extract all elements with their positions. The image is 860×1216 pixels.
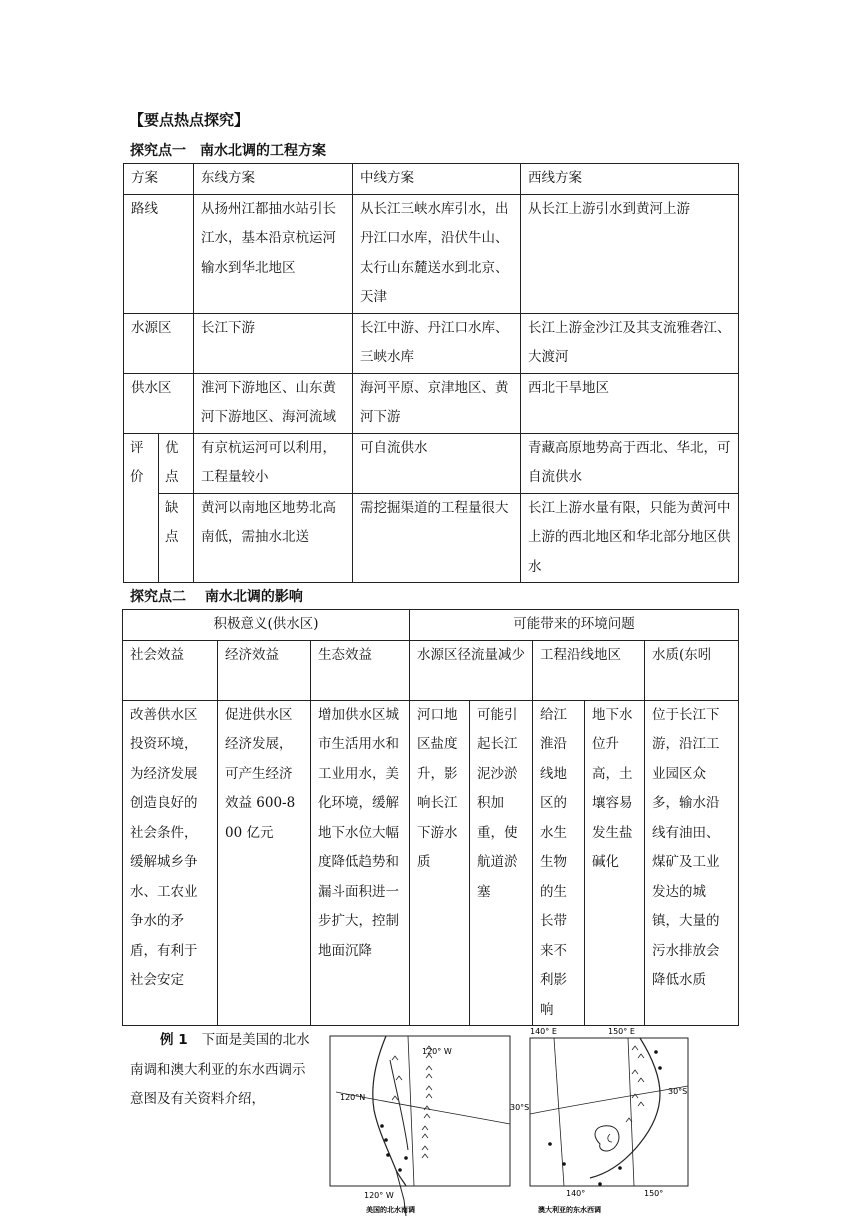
- table-cell: 可能引起长江泥沙淤积加重，使航道淤塞: [470, 700, 533, 1026]
- aus-map-caption: 澳大利亚的东水西调: [538, 1205, 601, 1214]
- table-cell: 需挖掘渠道的工程量很大: [353, 493, 521, 583]
- table-row: [124, 313, 739, 373]
- header-cell: 东线方案: [194, 164, 353, 195]
- subheader-cell: 经济效益: [218, 640, 311, 700]
- table-row: [124, 493, 739, 583]
- subheader-cell: 生态效益: [311, 640, 410, 700]
- table-header-row: [124, 164, 739, 195]
- subheader-cell: 工程沿线地区: [533, 640, 645, 700]
- table-cell: 淮河下游地区、山东黄河下游地区、海河流域: [194, 373, 353, 433]
- group-header-negative: 可能带来的环境问题: [410, 610, 739, 641]
- table-cell: 给江淮沿线地区的水生生物的生长带来不利影响: [533, 700, 585, 1026]
- cons-label: 缺点: [159, 493, 194, 583]
- table-cell: 从扬州江都抽水站引长江水，基本沿京杭运河输水到华北地区: [194, 194, 353, 313]
- usa-lat-label: 120°N: [340, 1093, 366, 1102]
- table-cell: 黄河以南地区地势北高南低，需抽水北送: [194, 493, 353, 583]
- table-cell: 从长江上游引水到黄河上游: [521, 194, 739, 313]
- subheader-cell: 社会效益: [123, 640, 218, 700]
- aus-lat-right-label: 30°S: [668, 1087, 688, 1096]
- aus-lon-left-label: 140° E: [530, 1027, 557, 1036]
- header-cell: 西线方案: [521, 164, 739, 195]
- australia-water-transfer-map: [510, 1024, 694, 1216]
- row-label: 供水区: [124, 373, 194, 433]
- table-cell: 促进供水区经济发展，可产生经济效益 600-800 亿元: [218, 700, 311, 1026]
- aus-lat-left-label: 30°S: [510, 1103, 530, 1112]
- table-cell: 长江上游金沙江及其支流雅砻江、大渡河: [521, 313, 739, 373]
- table-cell: 西北干旱地区: [521, 373, 739, 433]
- table-cell: 增加供水区城市生活用水和工业用水，美化环境，缓解地下水位大幅度降低趋势和漏斗面积进一步扩大，控制地面沉降: [311, 700, 410, 1026]
- table-cell: 长江中游、丹江口水库、三峡水库: [353, 313, 521, 373]
- example-label: 例 1: [160, 1032, 188, 1048]
- header-cell: 方案: [124, 164, 194, 195]
- table-subheader-row: [123, 640, 739, 700]
- impact-table: [122, 609, 739, 1026]
- pros-label: 优点: [159, 433, 194, 493]
- engineering-plan-table: [123, 163, 739, 583]
- usa-lon-top-label: 120° W: [422, 1047, 452, 1056]
- table-cell: 长江下游: [194, 313, 353, 373]
- example-paragraph: [130, 1026, 316, 1115]
- table-header-row: [123, 610, 739, 641]
- usa-map-caption: 美国的北水南调: [366, 1205, 415, 1214]
- table-cell: 位于长江下游，沿江工业园区众多，输水沿线有油田、煤矿及工业发达的城镇，大量的污水排放会降低水质: [645, 700, 739, 1026]
- subheader-cell: 水源区径流量减少: [410, 640, 533, 700]
- page-heading: 【要点热点探究】: [129, 111, 250, 129]
- usa-lon-bottom-label: 120° W: [364, 1191, 394, 1200]
- row-label: 路线: [124, 194, 194, 313]
- row-label: 水源区: [124, 313, 194, 373]
- aus-bottom-left-label: 140°: [566, 1189, 586, 1198]
- table-cell: 可自流供水: [353, 433, 521, 493]
- table-row: [124, 194, 739, 313]
- eval-label: 评价: [124, 433, 159, 583]
- table-cell: 有京杭运河可以利用，工程量较小: [194, 433, 353, 493]
- table-cell: 海河平原、京津地区、黄河下游: [353, 373, 521, 433]
- table-row: [123, 700, 739, 1026]
- usa-water-transfer-map: [326, 1030, 516, 1216]
- table-cell: 青藏高原地势高于西北、华北，可自流供水: [521, 433, 739, 493]
- group-header-positive: 积极意义(供水区): [123, 610, 410, 641]
- table-row: [124, 433, 739, 493]
- header-cell: 中线方案: [353, 164, 521, 195]
- table-cell: 改善供水区投资环境，为经济发展创造良好的社会条件，缓解城乡争水、工农业争水的矛盾，有利于社会安定: [123, 700, 218, 1026]
- aus-lon-right-label: 150° E: [608, 1027, 635, 1036]
- table-cell: 从长江三峡水库引水，出丹江口水库，沿伏牛山、太行山东麓送水到北京、天津: [353, 194, 521, 313]
- table-cell: 河口地区盐度升，影响长江下游水质: [410, 700, 470, 1026]
- table-cell: 地下水位升高，土壤容易发生盐碱化: [585, 700, 645, 1026]
- subheader-cell: 水质(东吲: [645, 640, 739, 700]
- aus-bottom-right-label: 150°: [644, 1189, 664, 1198]
- table-cell: 长江上游水量有限，只能为黄河中上游的西北地区和华北部分地区供水: [521, 493, 739, 583]
- example-text: 下面是美国的北水南调和澳大利亚的东水西调示意图及有关资料介绍，: [130, 1032, 310, 1107]
- section2-title: 探究点二 南水北调的影响: [130, 589, 303, 605]
- section1-title: 探究点一 南水北调的工程方案: [130, 143, 326, 159]
- table-row: [124, 373, 739, 433]
